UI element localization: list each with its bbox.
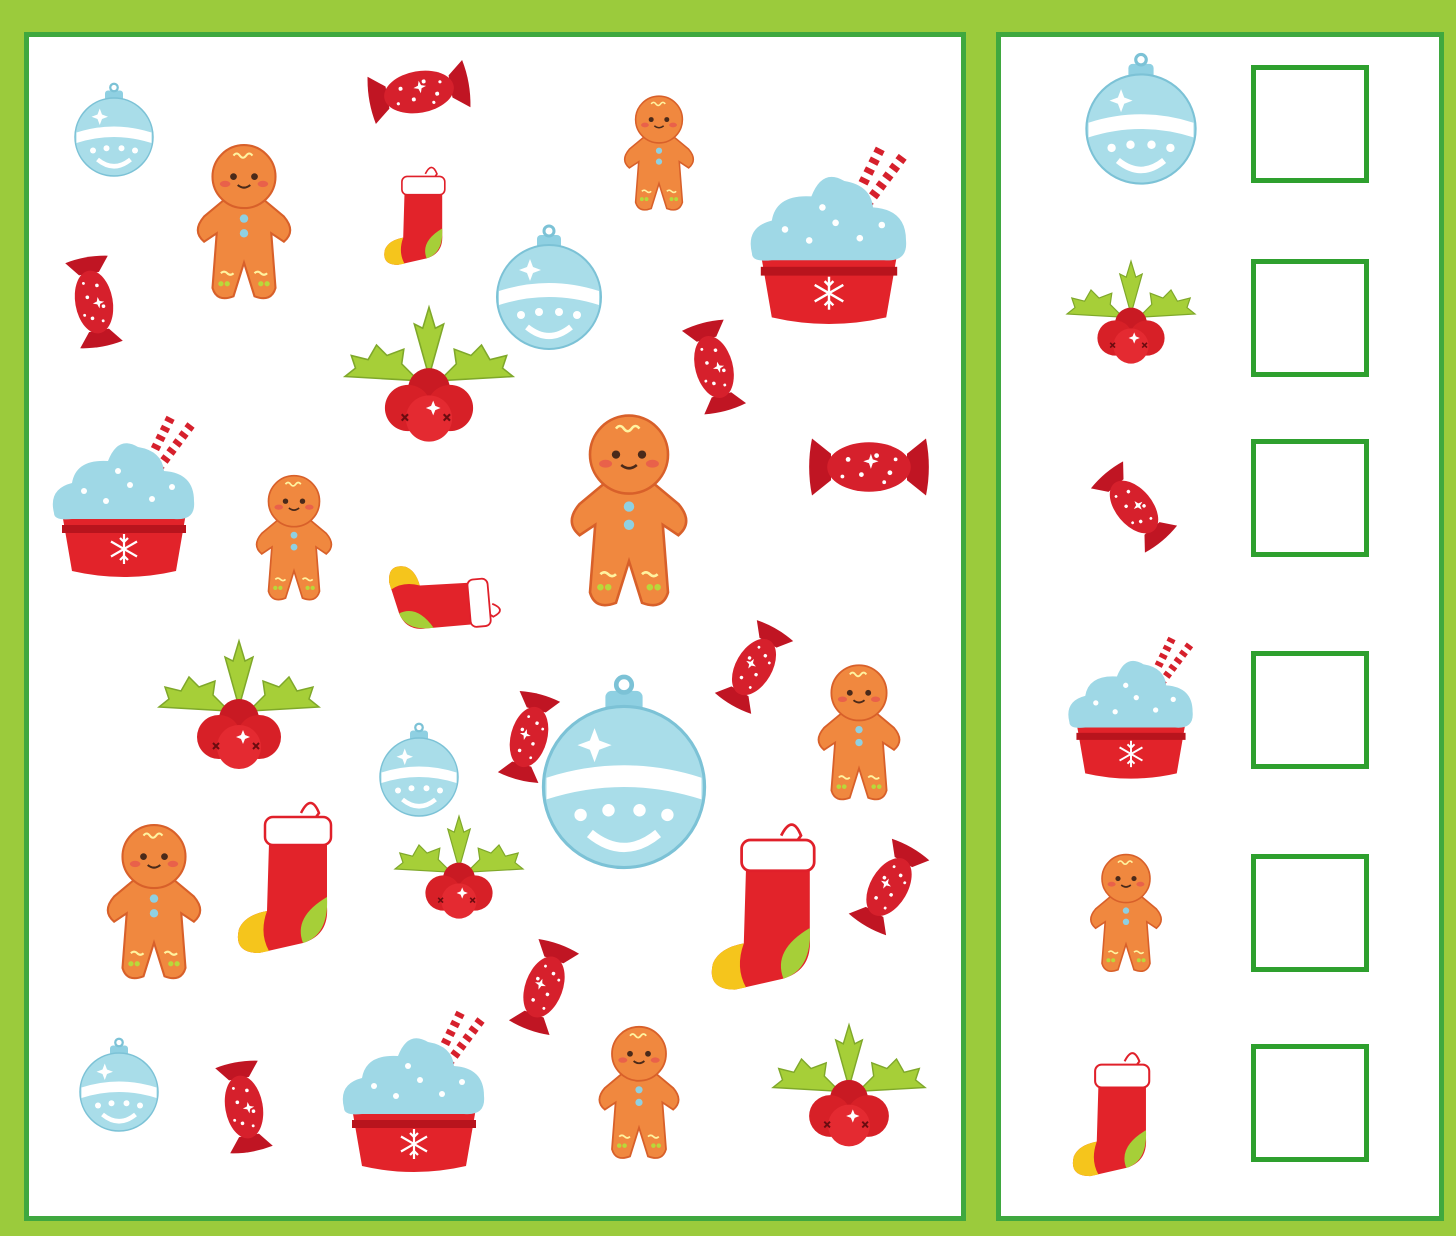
ornament-icon — [80, 1039, 158, 1131]
candy-icon — [508, 937, 580, 1037]
count-box-stocking[interactable] — [1251, 1044, 1369, 1162]
ornament-icon — [543, 677, 704, 868]
picture-panel — [24, 32, 966, 1221]
gingerbread-icon — [819, 665, 900, 799]
count-box-gingerbread[interactable] — [1251, 854, 1369, 972]
counting-key-panel — [996, 32, 1444, 1221]
candy-icon — [65, 254, 123, 351]
cupcake-icon — [343, 1010, 484, 1172]
cupcake-icon — [53, 415, 194, 577]
ornament-icon — [497, 226, 601, 349]
key-gingerbread-icon — [1091, 855, 1161, 972]
gingerbread-icon — [625, 96, 694, 210]
count-box-ornament[interactable] — [1251, 65, 1369, 183]
key-cupcake-icon — [1068, 636, 1192, 779]
key-ornament-icon — [1086, 54, 1195, 183]
christmas-items-scene — [29, 37, 961, 1216]
candy-icon — [215, 1059, 273, 1156]
gingerbread-icon — [108, 825, 200, 978]
ornament-icon — [380, 724, 458, 816]
stocking-icon — [388, 558, 501, 634]
candy-icon — [365, 60, 473, 125]
cupcake-icon — [751, 146, 907, 324]
key-holly-icon — [1067, 261, 1195, 363]
count-box-candy[interactable] — [1251, 439, 1369, 557]
candy-icon — [848, 837, 931, 937]
gingerbread-icon — [198, 145, 290, 298]
key-stocking-icon — [1073, 1053, 1149, 1176]
candy-icon — [809, 439, 929, 496]
holly-icon — [345, 307, 513, 441]
holly-icon — [159, 641, 319, 769]
count-box-cupcake[interactable] — [1251, 651, 1369, 769]
gingerbread-icon — [572, 416, 686, 606]
stocking-icon — [712, 825, 814, 990]
stocking-icon — [384, 167, 445, 265]
holly-icon — [773, 1025, 925, 1147]
stocking-icon — [238, 803, 331, 953]
gingerbread-icon — [257, 476, 332, 600]
gingerbread-icon — [599, 1027, 678, 1158]
count-box-holly[interactable] — [1251, 259, 1369, 377]
holly-icon — [395, 816, 523, 918]
candy-icon — [714, 618, 794, 715]
candy-icon — [681, 318, 746, 417]
counting-key-icons — [1001, 37, 1439, 1216]
ornament-icon — [75, 84, 153, 176]
key-candy-icon — [1090, 460, 1179, 555]
